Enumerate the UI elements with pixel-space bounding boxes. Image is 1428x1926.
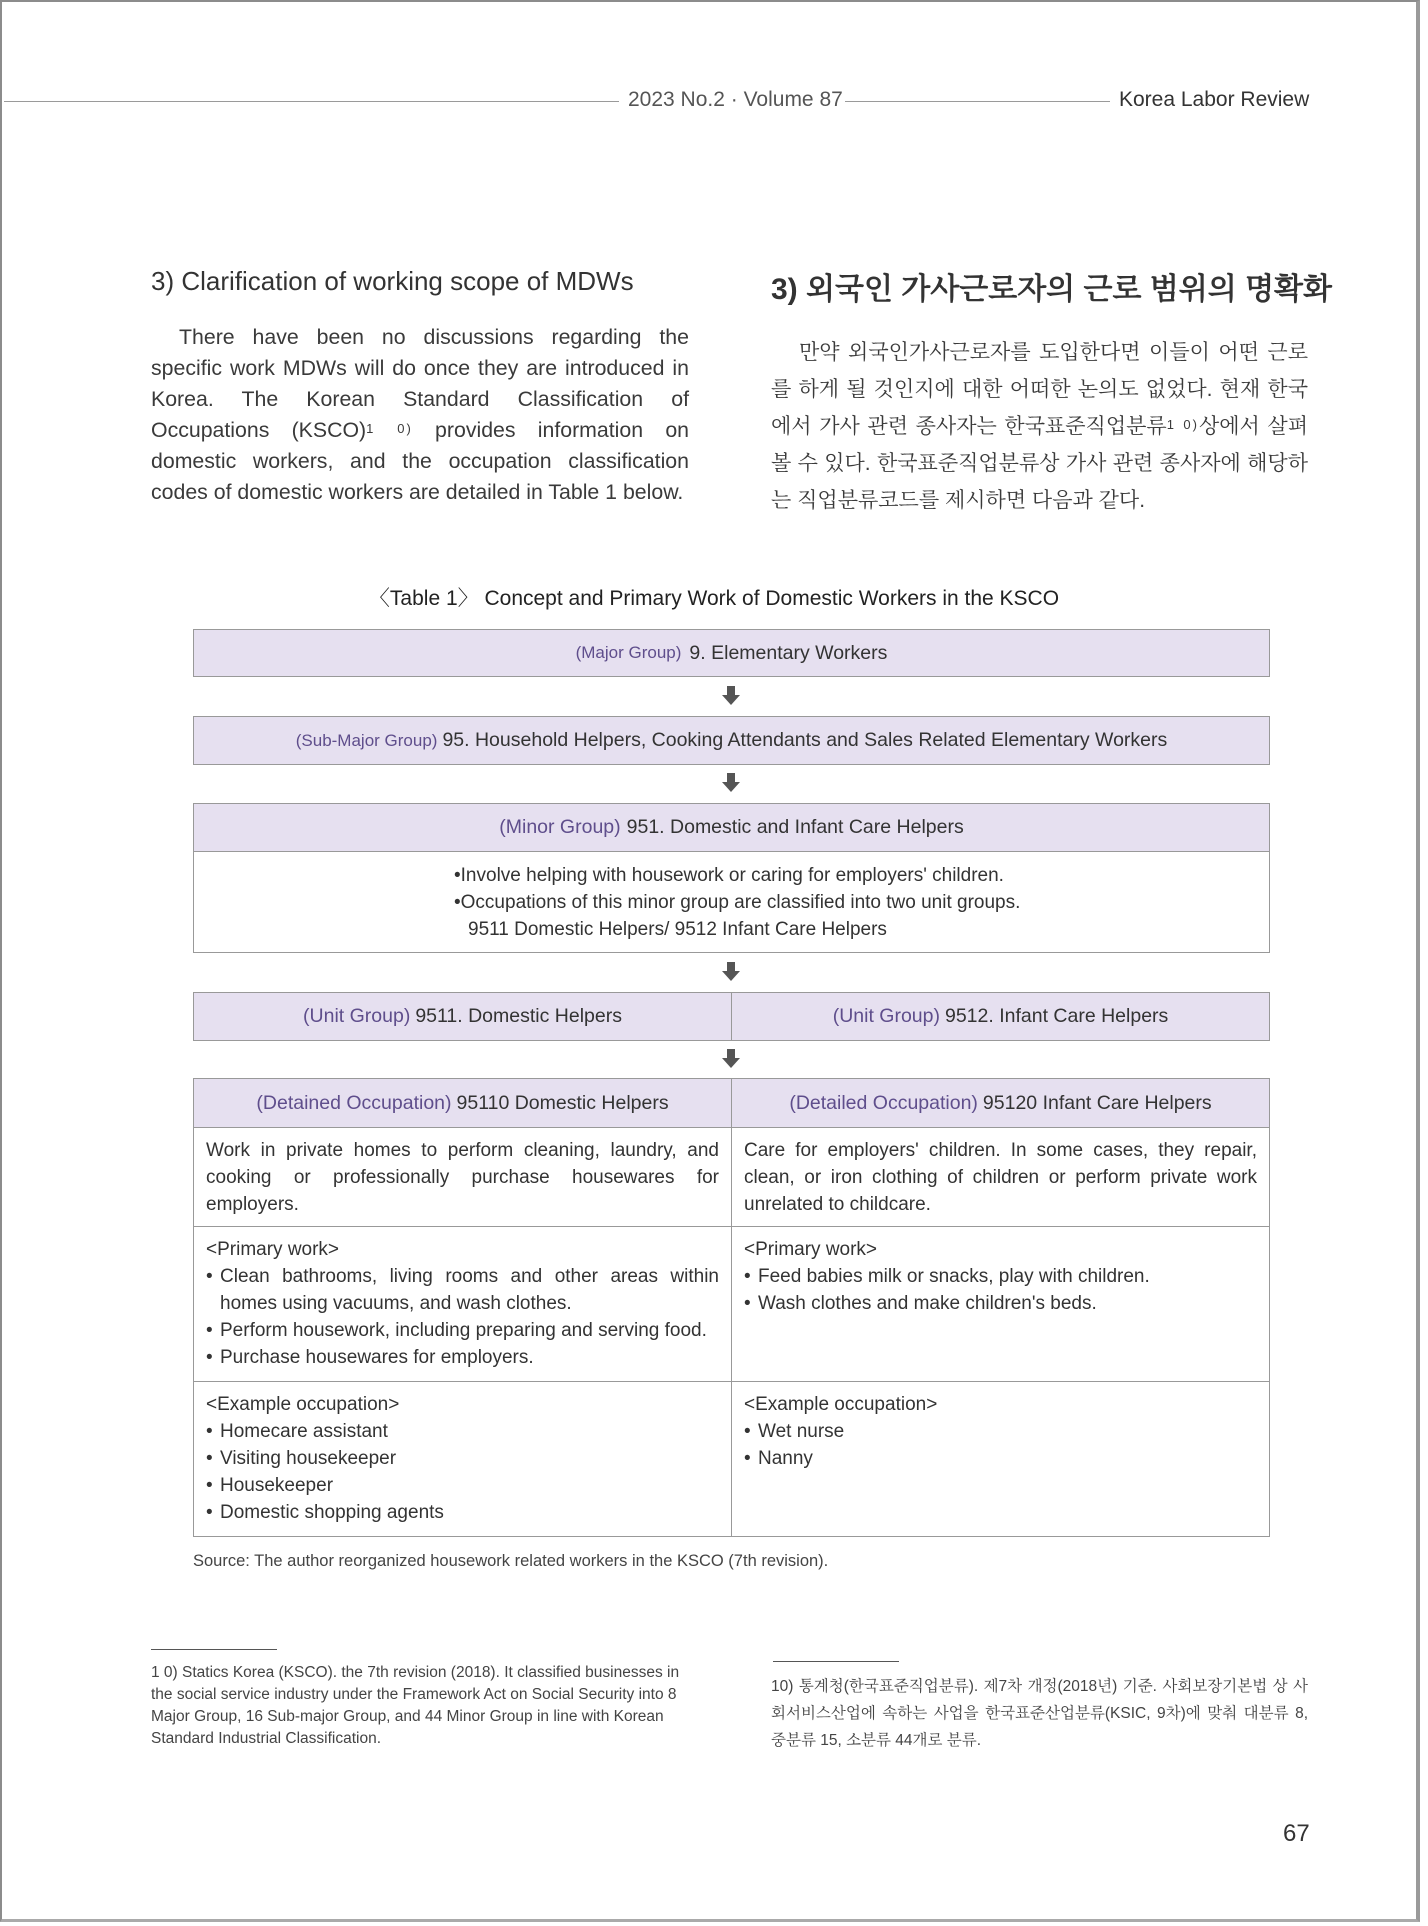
unit-group-label: (Unit Group) — [832, 1005, 940, 1027]
list-item: • Housekeeper — [206, 1472, 719, 1499]
list-item: • Wet nurse — [744, 1418, 1257, 1445]
major-group-label: (Major Group) — [575, 643, 682, 662]
section-title-ko: 3) 외국인 가사근로자의 근로 범위의 명확화 — [771, 273, 1333, 306]
list-item: • Clean bathrooms, living rooms and other areas within homes using vacuums, and wash clothes. — [206, 1263, 719, 1317]
example-occupation-list — [206, 1418, 719, 1526]
example-occupation-list — [744, 1418, 1257, 1472]
header-rule-mid — [845, 101, 1110, 102]
arrow-down-icon — [721, 773, 741, 793]
list-item: • Feed babies milk or snacks, play with children. — [744, 1263, 1257, 1290]
detailed-occupation-text: 95120 Infant Care Helpers — [982, 1091, 1212, 1114]
footnote-rule-en — [151, 1649, 277, 1650]
page-number: 67 — [1283, 1820, 1310, 1847]
major-group-box — [193, 629, 1270, 677]
description-95110: Work in private homes to perform cleaning, laundry, and cooking or professionally purchase housewares for employers. — [206, 1140, 719, 1215]
paragraph-ko-part-b: 상에서 살펴볼 수 있다. 한국표준직업분류상 가사 관련 종사자에 해당하는 직업분류코드를 제시하면 다음과 같다. — [771, 415, 1309, 512]
issue-label: 2023 No.2 · Volume 87 — [628, 88, 843, 111]
paragraph-ko-part-a: 만약 외국인가사근로자를 도입한다면 이들이 어떤 근로를 하게 될 것인지에 대한 어떠한 논의도 없었다. 현재 한국에서 가사 관련 종사자는 한국표준직업분류 — [771, 341, 1308, 438]
minor-group-description-box — [193, 851, 1270, 953]
detailed-occupation-header-95120 — [731, 1078, 1270, 1128]
primary-work-heading: <Primary work> — [206, 1239, 340, 1260]
sub-major-group-text: 95. Household Helpers, Cooking Attendants and Sales Related Elementary Workers — [442, 729, 1168, 751]
footnote-en: 1 0) Statics Korea (KSCO). the 7th revision (2018). It classified businesses in the social service industry under the Framework Act on Social Security into 8 Major Group, 16 Sub-major Group, and 44 Minor Group in line with Korean Standard Industrial Classification. — [151, 1664, 680, 1747]
list-item: • Domestic shopping agents — [206, 1499, 719, 1526]
unit-group-box-9511 — [193, 992, 732, 1041]
list-item-continuation: 9511 Domestic Helpers/ 9512 Infant Care Helpers — [468, 919, 887, 940]
section-title-en: 3) Clarification of working scope of MDWs — [151, 266, 634, 296]
sub-major-group-box — [193, 716, 1270, 765]
journal-title: Korea Labor Review — [1119, 88, 1310, 111]
unit-group-label: (Unit Group) — [303, 1005, 411, 1027]
examples-95120 — [731, 1381, 1270, 1482]
minor-group-bullets — [454, 862, 1020, 943]
list-item: • Visiting housekeeper — [206, 1445, 719, 1472]
sub-major-group-label: (Sub-Major Group) — [295, 730, 438, 750]
detailed-occupation-label: (Detailed Occupation) — [789, 1091, 978, 1114]
list-item: •Occupations of this minor group are classified into two unit groups. — [454, 892, 1021, 913]
description-95120: Care for employers' children. In some cases, they repair, clean, or iron clothing of children or perform private work unrelated to childcare. — [744, 1140, 1257, 1215]
paragraph-en-part-b: provides information on domestic workers, and the occupation classification codes of domestic workers are detailed in Table 1 below. — [151, 418, 690, 504]
examples-95110 — [193, 1381, 732, 1536]
example-occupation-heading: <Example occupation> — [206, 1394, 400, 1415]
primary-work-list — [206, 1263, 719, 1371]
paragraph-en — [151, 322, 689, 508]
list-item: •Involve helping with housework or caring for employers' children. — [454, 865, 1004, 886]
primary-work-list — [744, 1263, 1257, 1317]
minor-group-text: 951. Domestic and Infant Care Helpers — [626, 816, 964, 838]
footnote-ref-en[interactable]: 1 0) — [366, 421, 413, 436]
primary-work-95110 — [193, 1226, 732, 1381]
detailed-occupation-header-95110 — [193, 1078, 732, 1128]
minor-group-box — [193, 803, 1270, 852]
footnote-rule-ko — [773, 1661, 899, 1662]
footnote-ref-ko[interactable]: 1 0) — [1166, 417, 1199, 432]
primary-work-heading: <Primary work> — [744, 1239, 878, 1260]
list-item: • Homecare assistant — [206, 1418, 719, 1445]
list-item: • Perform housework, including preparing and serving food. — [206, 1317, 719, 1344]
table-caption: 〈Table 1〉 Concept and Primary Work of Domestic Workers in the KSCO — [368, 587, 1060, 610]
table-source-note: Source: The author reorganized housework related workers in the KSCO (7th revision). — [193, 1552, 829, 1570]
example-occupation-heading: <Example occupation> — [744, 1394, 938, 1415]
list-item: • Wash clothes and make children's beds. — [744, 1290, 1257, 1317]
unit-group-text: 9512. Infant Care Helpers — [944, 1005, 1169, 1027]
minor-group-label: (Minor Group) — [499, 816, 621, 838]
arrow-down-icon — [721, 686, 741, 706]
unit-group-box-9512 — [731, 992, 1270, 1041]
footnote-ko: 10) 통계청(한국표준직업분류). 제7차 개정(2018년) 기준. 사회보장기본법 상 사회서비스산업에 속하는 사업을 한국표준산업분류(KSIC, 9차)에 맞춰 대분류 8, 중분류 15, 소분류 44개로 분류. — [771, 1678, 1308, 1749]
paragraph-ko — [771, 334, 1308, 519]
header-rule-left — [4, 101, 619, 102]
arrow-down-icon — [721, 1049, 741, 1069]
list-item: • Nanny — [744, 1445, 1257, 1472]
major-group-text: 9. Elementary Workers — [689, 641, 888, 664]
detailed-occupation-label: (Detained Occupation) — [256, 1091, 452, 1114]
list-item: • Purchase housewares for employers. — [206, 1344, 719, 1371]
detailed-occupation-text: 95110 Domestic Helpers — [456, 1091, 669, 1114]
primary-work-95120 — [731, 1226, 1270, 1327]
unit-group-text: 9511. Domestic Helpers — [415, 1005, 622, 1027]
paragraph-en-part-a: There have been no discussions regarding the specific work MDWs will do once they are introduced in Korea. The Korean Standard Classification of Occupations (KSCO) — [151, 325, 689, 442]
arrow-down-icon — [721, 962, 741, 982]
